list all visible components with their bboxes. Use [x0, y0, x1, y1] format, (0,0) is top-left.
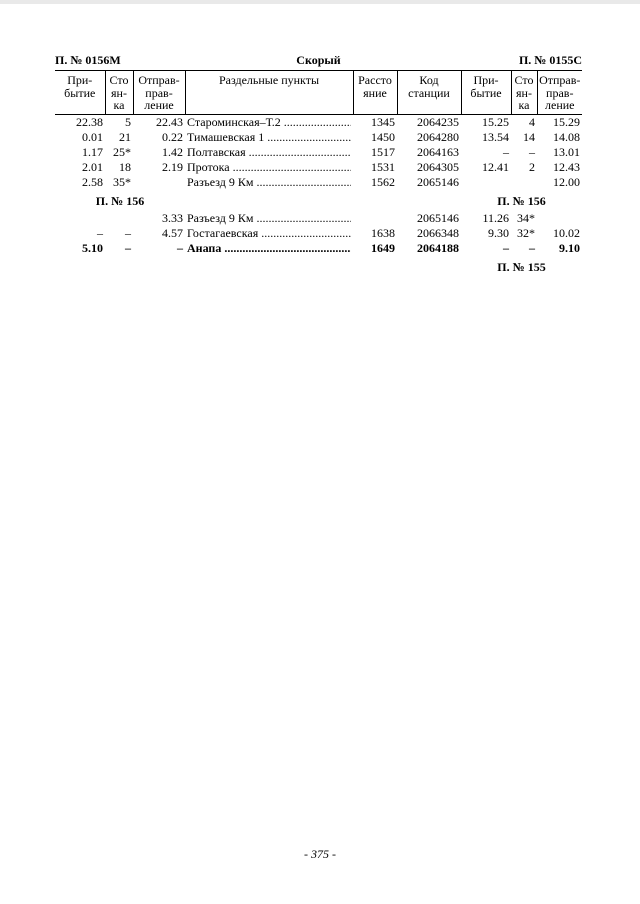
train-change-right: П. № 156 — [497, 193, 546, 208]
arrival-cell: 22.38 — [76, 114, 103, 129]
col-departure: Отправ- прав- ление — [133, 71, 185, 115]
station-cell: Гостагаевская ..... — [185, 226, 353, 241]
arrival-2-cell: – — [503, 144, 509, 159]
arrival-2-cell: 12.41 — [482, 159, 509, 174]
stop-2-cell: – — [529, 240, 535, 255]
distance-cell: 1450 — [371, 129, 395, 144]
train-change-left: П. № 156 — [95, 193, 145, 208]
col-code: Код станции — [397, 71, 461, 115]
stop-cell: 5 — [125, 114, 131, 129]
departure-2-cell: 14.08 — [553, 129, 580, 144]
table-row-terminal — [55, 241, 582, 256]
code-cell: 2064163 — [417, 144, 459, 159]
arrival-2-cell: – — [503, 240, 509, 255]
distance-cell: 1638 — [371, 225, 395, 240]
stop-cell: – — [125, 240, 131, 255]
departure-2-cell: 12.00 — [553, 174, 580, 189]
distance-cell — [353, 211, 397, 226]
departure-2-cell: 13.01 — [553, 144, 580, 159]
station-cell: Староминская–Т.2 ..... — [185, 114, 353, 130]
departure-2-cell: 12.43 — [553, 159, 580, 174]
footer-train-number: П. № 155 — [497, 259, 546, 274]
table-row — [55, 211, 582, 226]
distance-cell: 1517 — [371, 144, 395, 159]
stop-2-cell: 34* — [517, 210, 535, 225]
timetable — [55, 70, 582, 277]
table-row — [55, 226, 582, 241]
footer-train-row — [55, 256, 582, 277]
stop-2-cell: 32* — [517, 225, 535, 240]
stop-cell: 35* — [113, 174, 131, 189]
arrival-cell: 5.10 — [82, 240, 103, 255]
departure-cell — [133, 175, 185, 190]
table-row — [55, 114, 582, 130]
station-cell: Полтавская ..... — [185, 145, 353, 160]
column-header-row — [55, 71, 582, 115]
departure-2-cell: 15.29 — [553, 114, 580, 129]
code-cell: 2064280 — [417, 129, 459, 144]
arrival-cell — [55, 211, 105, 226]
table-row — [55, 160, 582, 175]
col-station: Раздельные пункты — [185, 71, 353, 115]
distance-cell: 1649 — [371, 240, 395, 255]
station-cell: Протока ..... — [185, 160, 353, 175]
code-cell: 2065146 — [417, 174, 459, 189]
stop-2-cell: 2 — [529, 159, 535, 174]
departure-2-cell — [537, 211, 582, 226]
departure-2-cell: 9.10 — [559, 240, 580, 255]
departure-cell: 1.42 — [162, 144, 183, 159]
arrival-2-cell: 13.54 — [482, 129, 509, 144]
stop-2-cell: 14 — [523, 129, 535, 144]
station-cell: Разъезд 9 Км ..... — [185, 211, 353, 226]
arrival-2-cell: 15.25 — [482, 114, 509, 129]
train-type-title: Скорый — [296, 53, 341, 67]
arrival-cell: 2.01 — [82, 159, 103, 174]
departure-cell: – — [177, 240, 183, 255]
departure-cell: 0.22 — [162, 129, 183, 144]
distance-cell: 1531 — [371, 159, 395, 174]
col-distance: Рассто яние — [353, 71, 397, 115]
distance-cell: 1562 — [371, 174, 395, 189]
code-cell: 2064305 — [417, 159, 459, 174]
arrival-2-cell: 9.30 — [488, 225, 509, 240]
col-stop-2: Сто ян- ка — [511, 71, 537, 115]
train-change-row — [55, 190, 582, 211]
table-row — [55, 130, 582, 145]
arrival-cell: 1.17 — [82, 144, 103, 159]
stop-2-cell: – — [529, 144, 535, 159]
arrival-cell: 0.01 — [82, 129, 103, 144]
table-row — [55, 145, 582, 160]
stop-cell: 21 — [119, 129, 131, 144]
departure-cell: 22.43 — [156, 114, 183, 129]
code-cell: 2064235 — [417, 114, 459, 129]
code-cell: 2065146 — [417, 210, 459, 225]
station-cell: Анапа ..... — [185, 241, 353, 256]
departure-2-cell: 10.02 — [553, 225, 580, 240]
col-arrival: При- бытие — [55, 71, 105, 115]
departure-cell: 2.19 — [162, 159, 183, 174]
col-stop: Сто ян- ка — [105, 71, 133, 115]
stop-2-cell — [511, 175, 537, 190]
right-train-number: П. № 0155С — [518, 53, 582, 67]
stop-cell: – — [125, 225, 131, 240]
stop-2-cell: 4 — [529, 114, 535, 129]
stop-cell — [105, 211, 133, 226]
timetable-header — [55, 53, 582, 69]
stop-cell: 25* — [113, 144, 131, 159]
col-arrival-2: При- бытие — [461, 71, 511, 115]
station-cell: Разъезд 9 Км ..... — [185, 175, 353, 190]
arrival-cell: 2.58 — [82, 174, 103, 189]
page-number: - 375 - — [304, 847, 336, 861]
left-train-number: П. № 0156М — [55, 53, 121, 67]
distance-cell: 1345 — [371, 114, 395, 129]
col-departure-2: Отправ- прав- ление — [537, 71, 582, 115]
arrival-2-cell: 11.26 — [482, 210, 509, 225]
station-cell: Тимашевская 1 ..... — [185, 130, 353, 145]
departure-cell: 3.33 — [162, 210, 183, 225]
code-cell: 2064188 — [417, 240, 459, 255]
arrival-2-cell — [461, 175, 511, 190]
top-edge-shade — [0, 0, 640, 4]
stop-cell: 18 — [119, 159, 131, 174]
departure-cell: 4.57 — [162, 225, 183, 240]
arrival-cell: – — [97, 225, 103, 240]
code-cell: 2066348 — [417, 225, 459, 240]
table-row — [55, 175, 582, 190]
